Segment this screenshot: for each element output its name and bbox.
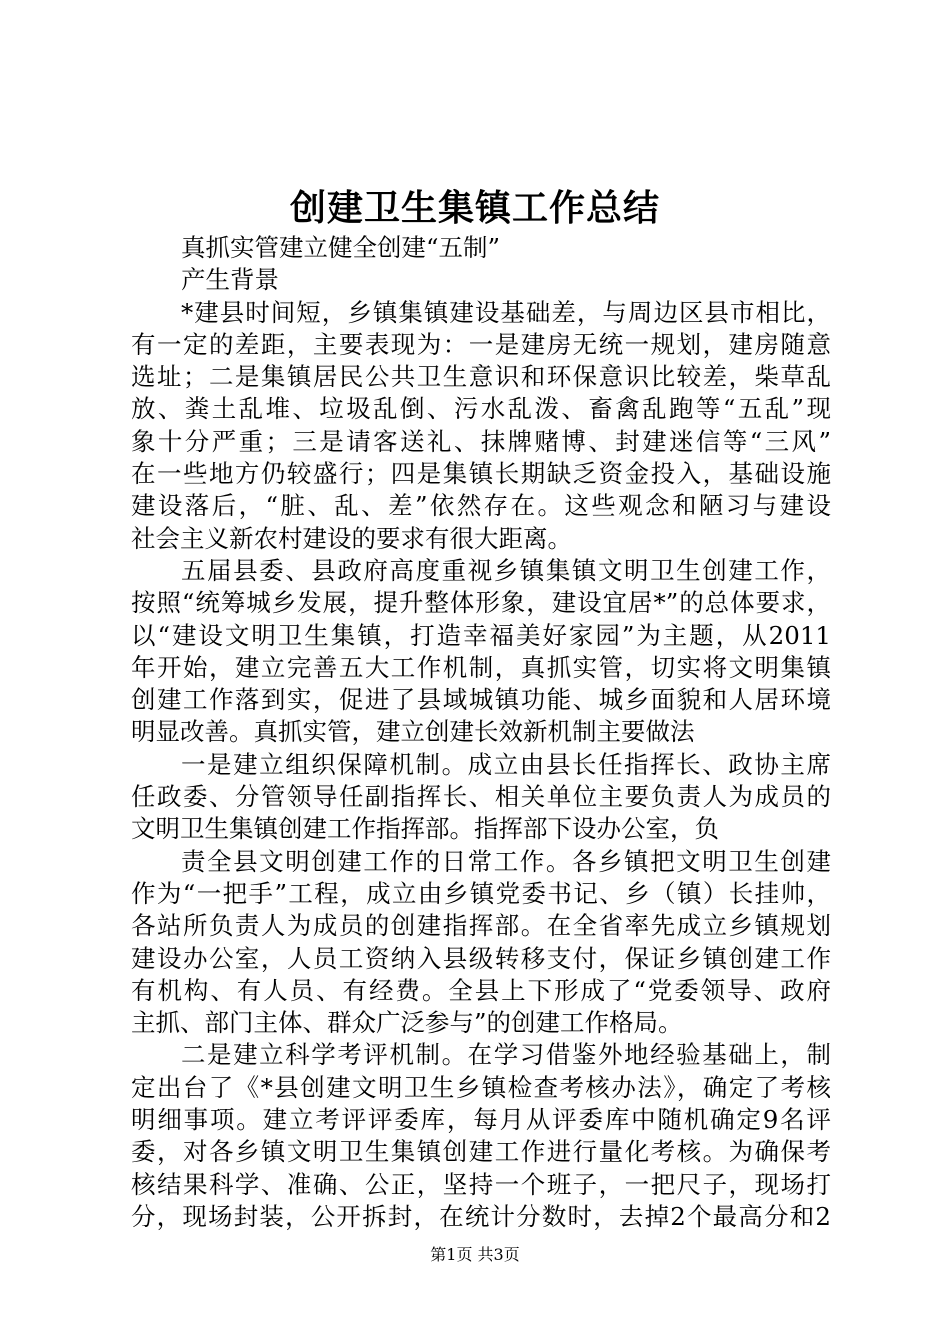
text-line: 任政委、分管领导任副指挥长、相关单位主要负责人为成员的 bbox=[131, 782, 831, 812]
text-line: 定出台了《*县创建文明卫生乡镇检查考核办法》，确定了考核 bbox=[131, 1072, 831, 1102]
text-line: 建设办公室，人员工资纳入县级转移支付，保证乡镇创建工作 bbox=[131, 943, 831, 973]
text-line: 放、粪土乱堆、垃圾乱倒、污水乱泼、畜禽乱跑等“五乱”现 bbox=[131, 394, 831, 424]
text-line: 产生背景 bbox=[181, 265, 279, 295]
text-line: 各站所负责人为成员的创建指挥部。在全省率先成立乡镇规划 bbox=[131, 911, 831, 941]
text-line: 建设落后，“脏、乱、差”依然存在。这些观念和陋习与建设 bbox=[131, 491, 831, 521]
text-line: 创建工作落到实，促进了县域城镇功能、城乡面貌和人居环境 bbox=[131, 685, 831, 715]
text-line: 分，现场封装，公开拆封，在统计分数时，去掉2个最高分和2 bbox=[131, 1201, 831, 1231]
document-body bbox=[131, 232, 831, 1233]
text-line: 选址；二是集镇居民公共卫生意识和环保意识比较差，柴草乱 bbox=[131, 362, 831, 392]
text-line: 二是建立科学考评机制。在学习借鉴外地经验基础上，制 bbox=[181, 1040, 831, 1070]
text-line: 委，对各乡镇文明卫生集镇创建工作进行量化考核。为确保考 bbox=[131, 1137, 831, 1167]
text-line: 核结果科学、准确、公正，坚持一个班子，一把尺子，现场打 bbox=[131, 1169, 831, 1199]
text-line: 以“建设文明卫生集镇，打造幸福美好家园”为主题，从2011 bbox=[131, 620, 831, 650]
text-line: 有一定的差距，主要表现为：一是建房无统一规划，建房随意 bbox=[131, 329, 831, 359]
text-line: 社会主义新农村建设的要求有很大距离。 bbox=[131, 523, 572, 553]
text-line: 主抓、部门主体、群众广泛参与”的创建工作格局。 bbox=[131, 1008, 683, 1038]
text-line: 责全县文明创建工作的日常工作。各乡镇把文明卫生创建 bbox=[181, 846, 831, 876]
text-line: 五届县委、县政府高度重视乡镇集镇文明卫生创建工作， bbox=[181, 555, 831, 585]
text-line: 一是建立组织保障机制。成立由县长任指挥长、政协主席 bbox=[181, 749, 831, 779]
text-line: 明显改善。真抓实管，建立创建长效新机制主要做法 bbox=[131, 717, 695, 747]
text-line: 在一些地方仍较盛行；四是集镇长期缺乏资金投入，基础设施 bbox=[131, 459, 831, 489]
text-line: 真抓实管建立健全创建“五制” bbox=[181, 233, 501, 262]
text-line: 年开始，建立完善五大工作机制，真抓实管，切实将文明集镇 bbox=[131, 652, 831, 682]
page-footer: 第1页 共3页 bbox=[430, 1245, 520, 1264]
text-line: *建县时间短，乡镇集镇建设基础差，与周边区县市相比， bbox=[181, 297, 831, 327]
text-line: 按照“统筹城乡发展，提升整体形象，建设宜居*”的总体要求， bbox=[131, 588, 831, 618]
document-title: 创建卫生集镇工作总结 bbox=[289, 187, 660, 229]
text-line: 文明卫生集镇创建工作指挥部。指挥部下设办公室，负 bbox=[131, 814, 719, 844]
text-line: 象十分严重；三是请客送礼、抹牌赌博、封建迷信等“三风” bbox=[131, 426, 831, 456]
text-line: 明细事项。建立考评评委库，每月从评委库中随机确定9名评 bbox=[131, 1105, 831, 1135]
text-line: 有机构、有人员、有经费。全县上下形成了“党委领导、政府 bbox=[131, 975, 831, 1005]
text-line: 作为“一把手”工程，成立由乡镇党委书记、乡（镇）长挂帅， bbox=[131, 878, 831, 908]
